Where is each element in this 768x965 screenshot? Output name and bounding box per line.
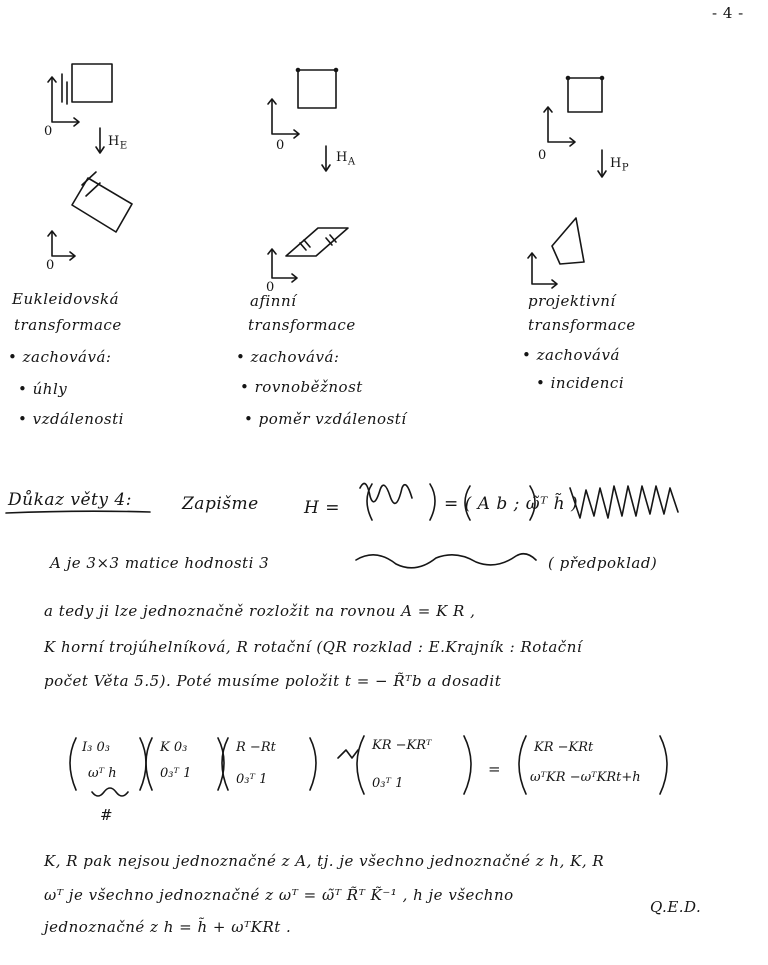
qed-mark: Q.E.D.	[650, 898, 702, 916]
proof-heading: Důkaz věty 4:	[8, 490, 132, 510]
transform-label-he: $H_E$	[108, 134, 128, 152]
caption-affine-2: transformace	[248, 316, 356, 334]
proof-intro: Zapišme	[182, 494, 259, 514]
euclidean-diagram	[48, 64, 132, 260]
matrix-5-row-2: ωᵀKR −ωᵀKRt+h	[530, 770, 641, 785]
equals-sign: =	[488, 760, 502, 778]
proof-line-1b: ( předpoklad)	[548, 554, 658, 572]
origin-label: 0	[276, 138, 285, 153]
origin-label: 0	[44, 124, 53, 139]
origin-label: 0	[46, 258, 55, 273]
origin-label: 0	[266, 280, 275, 295]
matrix-1-row-2: ωᵀ h	[88, 766, 117, 781]
heading-underline	[6, 511, 150, 513]
page-number: - 4 -	[712, 4, 744, 22]
proof-line-4: počet Věta 5.5). Poté musíme položit t = − R̃ᵀb a dosadit	[44, 672, 502, 690]
origin-label: 0	[538, 148, 547, 163]
caption-projective-1: projektivní	[528, 292, 616, 310]
transform-label-ha: $H_A$	[336, 150, 356, 168]
preserves-label: • zachovává:	[236, 348, 340, 366]
preserves-label: • zachovává	[522, 346, 620, 364]
caption-euclidean-1: Eukleidovská	[12, 290, 120, 308]
h-rhs: = ( A b ; ω̃ᵀ h̃ )	[444, 494, 579, 514]
underbrace-mark: #	[100, 806, 114, 824]
h-equation: H =	[304, 498, 340, 518]
conclusion-line-1: K, R pak nejsou jednoznačné z A, tj. je všechno jednoznačné z h, K, R	[44, 852, 605, 870]
matrix-3-row-1: R −Rt	[236, 740, 276, 755]
caption-affine-1: afinní	[250, 292, 297, 310]
caption-euclidean-2: transformace	[14, 316, 122, 334]
matrix-5-row-1: KR −KRt	[534, 740, 594, 755]
matrix-2-row-2: 0₃ᵀ 1	[160, 766, 192, 781]
affine-diagram	[268, 69, 348, 283]
matrix-2-row-1: K 0₃	[160, 740, 188, 755]
preserve-item: • úhly	[18, 380, 68, 398]
transform-label-hp: $H_P$	[610, 156, 630, 174]
matrix-3-row-2: 0₃ᵀ 1	[236, 772, 268, 787]
conclusion-line-3: jednoznačné z h = h̃ + ωᵀKRt .	[44, 918, 292, 936]
proof-line-1a: A je 3×3 matice hodnosti 3	[50, 554, 270, 572]
conclusion-line-2: ωᵀ je všechno jednoznačné z ωᵀ = ω̃ᵀ R̃ᵀ K̃⁻¹ , h je všechno	[44, 886, 514, 904]
matrix-4-row-2: 0₃ᵀ 1	[372, 776, 404, 791]
proof-line-2: a tedy ji lze jednoznačně rozložit na rovnou A = K R ,	[44, 602, 476, 620]
preserve-item: • poměr vzdáleností	[244, 410, 407, 428]
caption-projective-2: transformace	[528, 316, 636, 334]
preserve-item: • rovnoběžnost	[240, 378, 363, 396]
proof-line-3: K horní trojúhelníková, R rotační (QR rozklad : E.Krajník : Rotační	[44, 638, 583, 656]
preserve-item: • incidenci	[536, 374, 625, 392]
preserve-item: • vzdálenosti	[18, 410, 124, 428]
preserves-label: • zachovává:	[8, 348, 112, 366]
matrix-1-row-1: I₃ 0₃	[82, 740, 110, 755]
matrix-4-row-1: KR −KRᵀ	[372, 738, 432, 753]
projective-diagram	[528, 77, 606, 289]
